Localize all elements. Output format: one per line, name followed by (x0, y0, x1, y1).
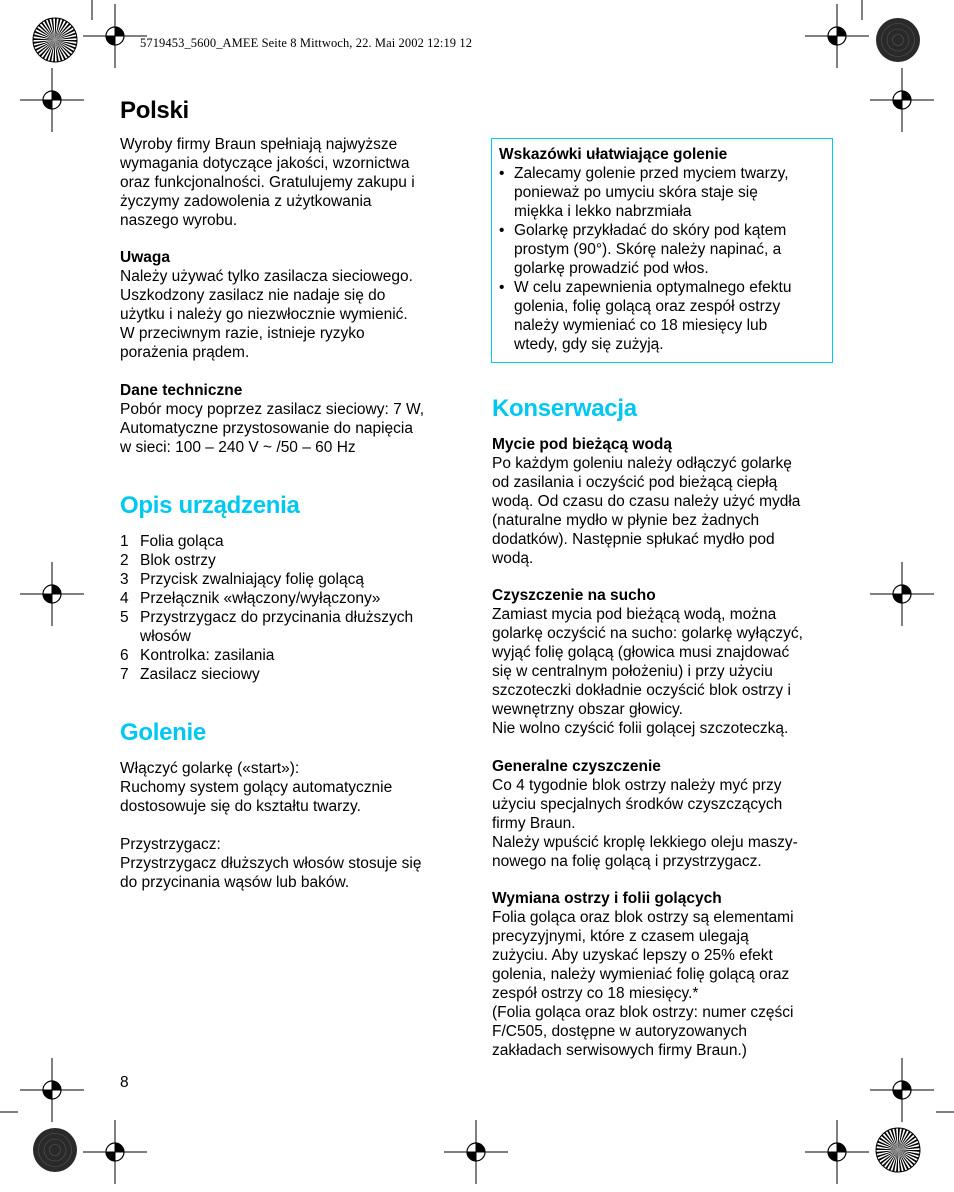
shaving-line: Włączyć golarkę («start»): (120, 760, 300, 777)
page-title: Polski (120, 97, 189, 124)
specs-line: w sieci: 100 – 240 V ~ /50 – 60 Hz (120, 439, 356, 456)
bullet: • (499, 165, 505, 182)
tip-line: ponieważ po umyciu skóra staje się (514, 184, 758, 201)
list-item (120, 589, 465, 608)
replacement-line: zużyciu. Aby uzyskać lepszy o 25% efekt (492, 947, 773, 964)
item-text: Przełącznik «włączony/wyłączony» (140, 590, 381, 607)
warning-line: W przeciwnym razie, istnieje ryzyko (120, 325, 365, 342)
list-item (120, 570, 465, 589)
trimmer-line: Przystrzygacz dłuższych włosów stosuje się (120, 855, 422, 872)
general-clean-line: nowego na folię golącą i przystrzygacz. (492, 853, 762, 870)
intro-line: oraz funkcjonalności. Gratulujemy zakupu i (120, 174, 415, 191)
item-text: Folia goląca (140, 533, 224, 550)
registration-mark-bottom-left (83, 1120, 147, 1184)
color-wheel-bottom-left (33, 1128, 77, 1172)
registration-mark-right-upper (870, 68, 934, 132)
item-text: Przycisk zwalniający folię golącą (140, 571, 364, 588)
warning-section (120, 248, 465, 362)
tip-line: Zalecamy golenie przed myciem twarzy, (514, 165, 789, 182)
replacement-line: zakładach serwisowych firmy Braun.) (492, 1042, 747, 1059)
rinse-line: dodatków). Następnie spłukać mydło pod (492, 531, 775, 548)
item-number: 3 (120, 571, 129, 588)
print-header: 5719453_5600_AMEE Seite 8 Mittwoch, 22. Mai 2002 12:19 12 (140, 36, 473, 50)
dry-clean-line: wyjąć folię golącą (głowica musi znajdować (492, 644, 790, 661)
general-clean-section (492, 757, 837, 871)
trimmer-paragraph (120, 835, 465, 892)
registration-mark-top-right (805, 4, 869, 68)
item-number: 5 (120, 609, 129, 626)
item-text: Kontrolka: zasilania (140, 647, 275, 664)
item-number: 6 (120, 647, 129, 664)
tips-heading: Wskazówki ułatwiające golenie (499, 146, 728, 163)
shaving-paragraph (120, 759, 465, 816)
item-text: Blok ostrzy (140, 552, 216, 569)
rinse-section (492, 435, 837, 568)
list-item (120, 665, 465, 684)
registration-mark-bottom-center (444, 1120, 508, 1184)
item-text: Przystrzygacz do przycinania dłuższych (140, 609, 414, 626)
list-item (120, 646, 465, 665)
replacement-line: precyzyjnymi, które z czasem ulegają (492, 928, 749, 945)
registration-mark-right-middle (870, 562, 934, 626)
page-number: 8 (120, 1074, 129, 1091)
general-clean-line: firmy Braun. (492, 815, 576, 832)
warning-line: użytku i należy go niezwłocznie wymienić. (120, 306, 408, 323)
replacement-section (492, 889, 837, 1060)
list-item (120, 608, 465, 646)
specs-section (120, 381, 465, 457)
tip-line: W celu zapewnienia optymalnego efektu (514, 279, 792, 296)
item-number: 7 (120, 666, 129, 683)
general-clean-line: użyciu specjalnych środków czyszczących (492, 796, 783, 813)
maintenance-title: Konserwacja (492, 395, 637, 422)
replacement-line: golenia, należy wymieniać folię golącą oraz (492, 966, 790, 983)
tip-line: miękka i lekko nabrzmiała (514, 203, 692, 220)
replacement-heading: Wymiana ostrzy i folii golących (492, 890, 722, 907)
specs-heading: Dane techniczne (120, 382, 243, 399)
color-wheel-top-right (876, 18, 920, 62)
registration-mark-left-upper (20, 68, 84, 132)
tips-list (499, 164, 826, 354)
dry-clean-section (492, 586, 837, 738)
tip-line: golarkę prowadzić pod włos. (514, 260, 709, 277)
registration-mark-left-middle (20, 562, 84, 626)
warning-line: Uszkodzony zasilacz nie nadaje się do (120, 287, 386, 304)
specs-line: Pobór mocy poprzez zasilacz sieciowy: 7 W, (120, 401, 425, 418)
warning-heading: Uwaga (120, 249, 170, 266)
general-clean-heading: Generalne czyszczenie (492, 758, 661, 775)
item-number: 2 (120, 552, 129, 569)
list-item (499, 164, 826, 221)
dry-clean-line: wewnętrzny obszar głowicy. (492, 701, 683, 718)
trimmer-line: do przycinania wąsów lub baków. (120, 874, 350, 891)
description-title: Opis urządzenia (120, 492, 300, 519)
warning-line: Należy używać tylko zasilacza sieciowego. (120, 268, 413, 285)
rinse-line: (naturalne mydło w płynie bez żadnych (492, 512, 760, 529)
list-item (120, 532, 465, 551)
dry-clean-line: Nie wolno czyścić folii golącej szczoteczką. (492, 720, 789, 737)
color-wheel-top-left (33, 18, 77, 62)
color-wheel-bottom-right (876, 1128, 920, 1172)
trimmer-line: Przystrzygacz: (120, 836, 221, 853)
registration-mark-right-lower (870, 1058, 934, 1122)
dry-clean-line: golarkę oczyścić na sucho: golarkę wyłączyć, (492, 625, 803, 642)
warning-line: porażenia prądem. (120, 344, 250, 361)
bullet: • (499, 222, 505, 239)
rinse-heading: Mycie pod bieżącą wodą (492, 436, 673, 453)
replacement-line: (Folia goląca oraz blok ostrzy: numer części (492, 1004, 794, 1021)
registration-mark-top-left (83, 4, 147, 68)
item-number: 4 (120, 590, 129, 607)
list-item (499, 221, 826, 278)
replacement-line: F/C505, dostępne w autoryzowanych (492, 1023, 748, 1040)
intro-line: wymagania dotyczące jakości, wzornictwa (120, 155, 410, 172)
list-item (120, 551, 465, 570)
item-text: Zasilacz sieciowy (140, 666, 260, 683)
intro-line: życzymy zadowolenia z użytkowania (120, 193, 372, 210)
rinse-line: wodą. (492, 550, 534, 567)
shaving-line: dostosowuje się do kształtu twarzy. (120, 798, 361, 815)
dry-clean-heading: Czyszczenie na sucho (492, 587, 656, 604)
parts-list (120, 532, 465, 684)
tip-line: prostym (90°). Skórę należy napinać, a (514, 241, 782, 258)
intro-line: Wyroby firmy Braun spełniają najwyższe (120, 136, 398, 153)
list-item (499, 278, 826, 354)
shaving-tips-box (491, 138, 833, 363)
tip-line: Golarkę przykładać do skóry pod kątem (514, 222, 787, 239)
tip-line: należy wymieniać co 18 miesięcy lub (514, 317, 768, 334)
dry-clean-line: się w centralnym położeniu) i przy użyciu (492, 663, 773, 680)
registration-mark-left-lower (20, 1058, 84, 1122)
item-text: włosów (140, 628, 191, 645)
intro-line: naszego wyrobu. (120, 212, 238, 229)
rinse-line: Po każdym goleniu należy odłączyć golarkę (492, 455, 792, 472)
rinse-line: od zasilania i oczyścić pod bieżącą ciepłą (492, 474, 778, 491)
general-clean-line: Należy wpuścić kroplę lekkiego oleju maszy- (492, 834, 798, 851)
replacement-line: zespół ostrzy co 18 miesięcy.* (492, 985, 699, 1002)
dry-clean-line: szczoteczki dokładnie oczyścić blok ostrzy i (492, 682, 791, 699)
dry-clean-line: Zamiast mycia pod bieżącą wodą, można (492, 606, 777, 623)
item-number: 1 (120, 533, 129, 550)
rinse-line: wodą. Od czasu do czasu należy użyć mydła (492, 493, 801, 510)
specs-line: Automatyczne przystosowanie do napięcia (120, 420, 413, 437)
registration-mark-bottom-right (805, 1120, 869, 1184)
tip-line: wtedy, gdy się zużyją. (514, 336, 664, 353)
general-clean-line: Co 4 tygodnie blok ostrzy należy myć przy (492, 777, 782, 794)
intro-paragraph (120, 135, 465, 230)
replacement-line: Folia goląca oraz blok ostrzy są elementami (492, 909, 794, 926)
shaving-title: Golenie (120, 719, 206, 746)
tip-line: golenia, folię golącą oraz zespół ostrzy (514, 298, 781, 315)
shaving-line: Ruchomy system golący automatycznie (120, 779, 393, 796)
bullet: • (499, 279, 505, 296)
